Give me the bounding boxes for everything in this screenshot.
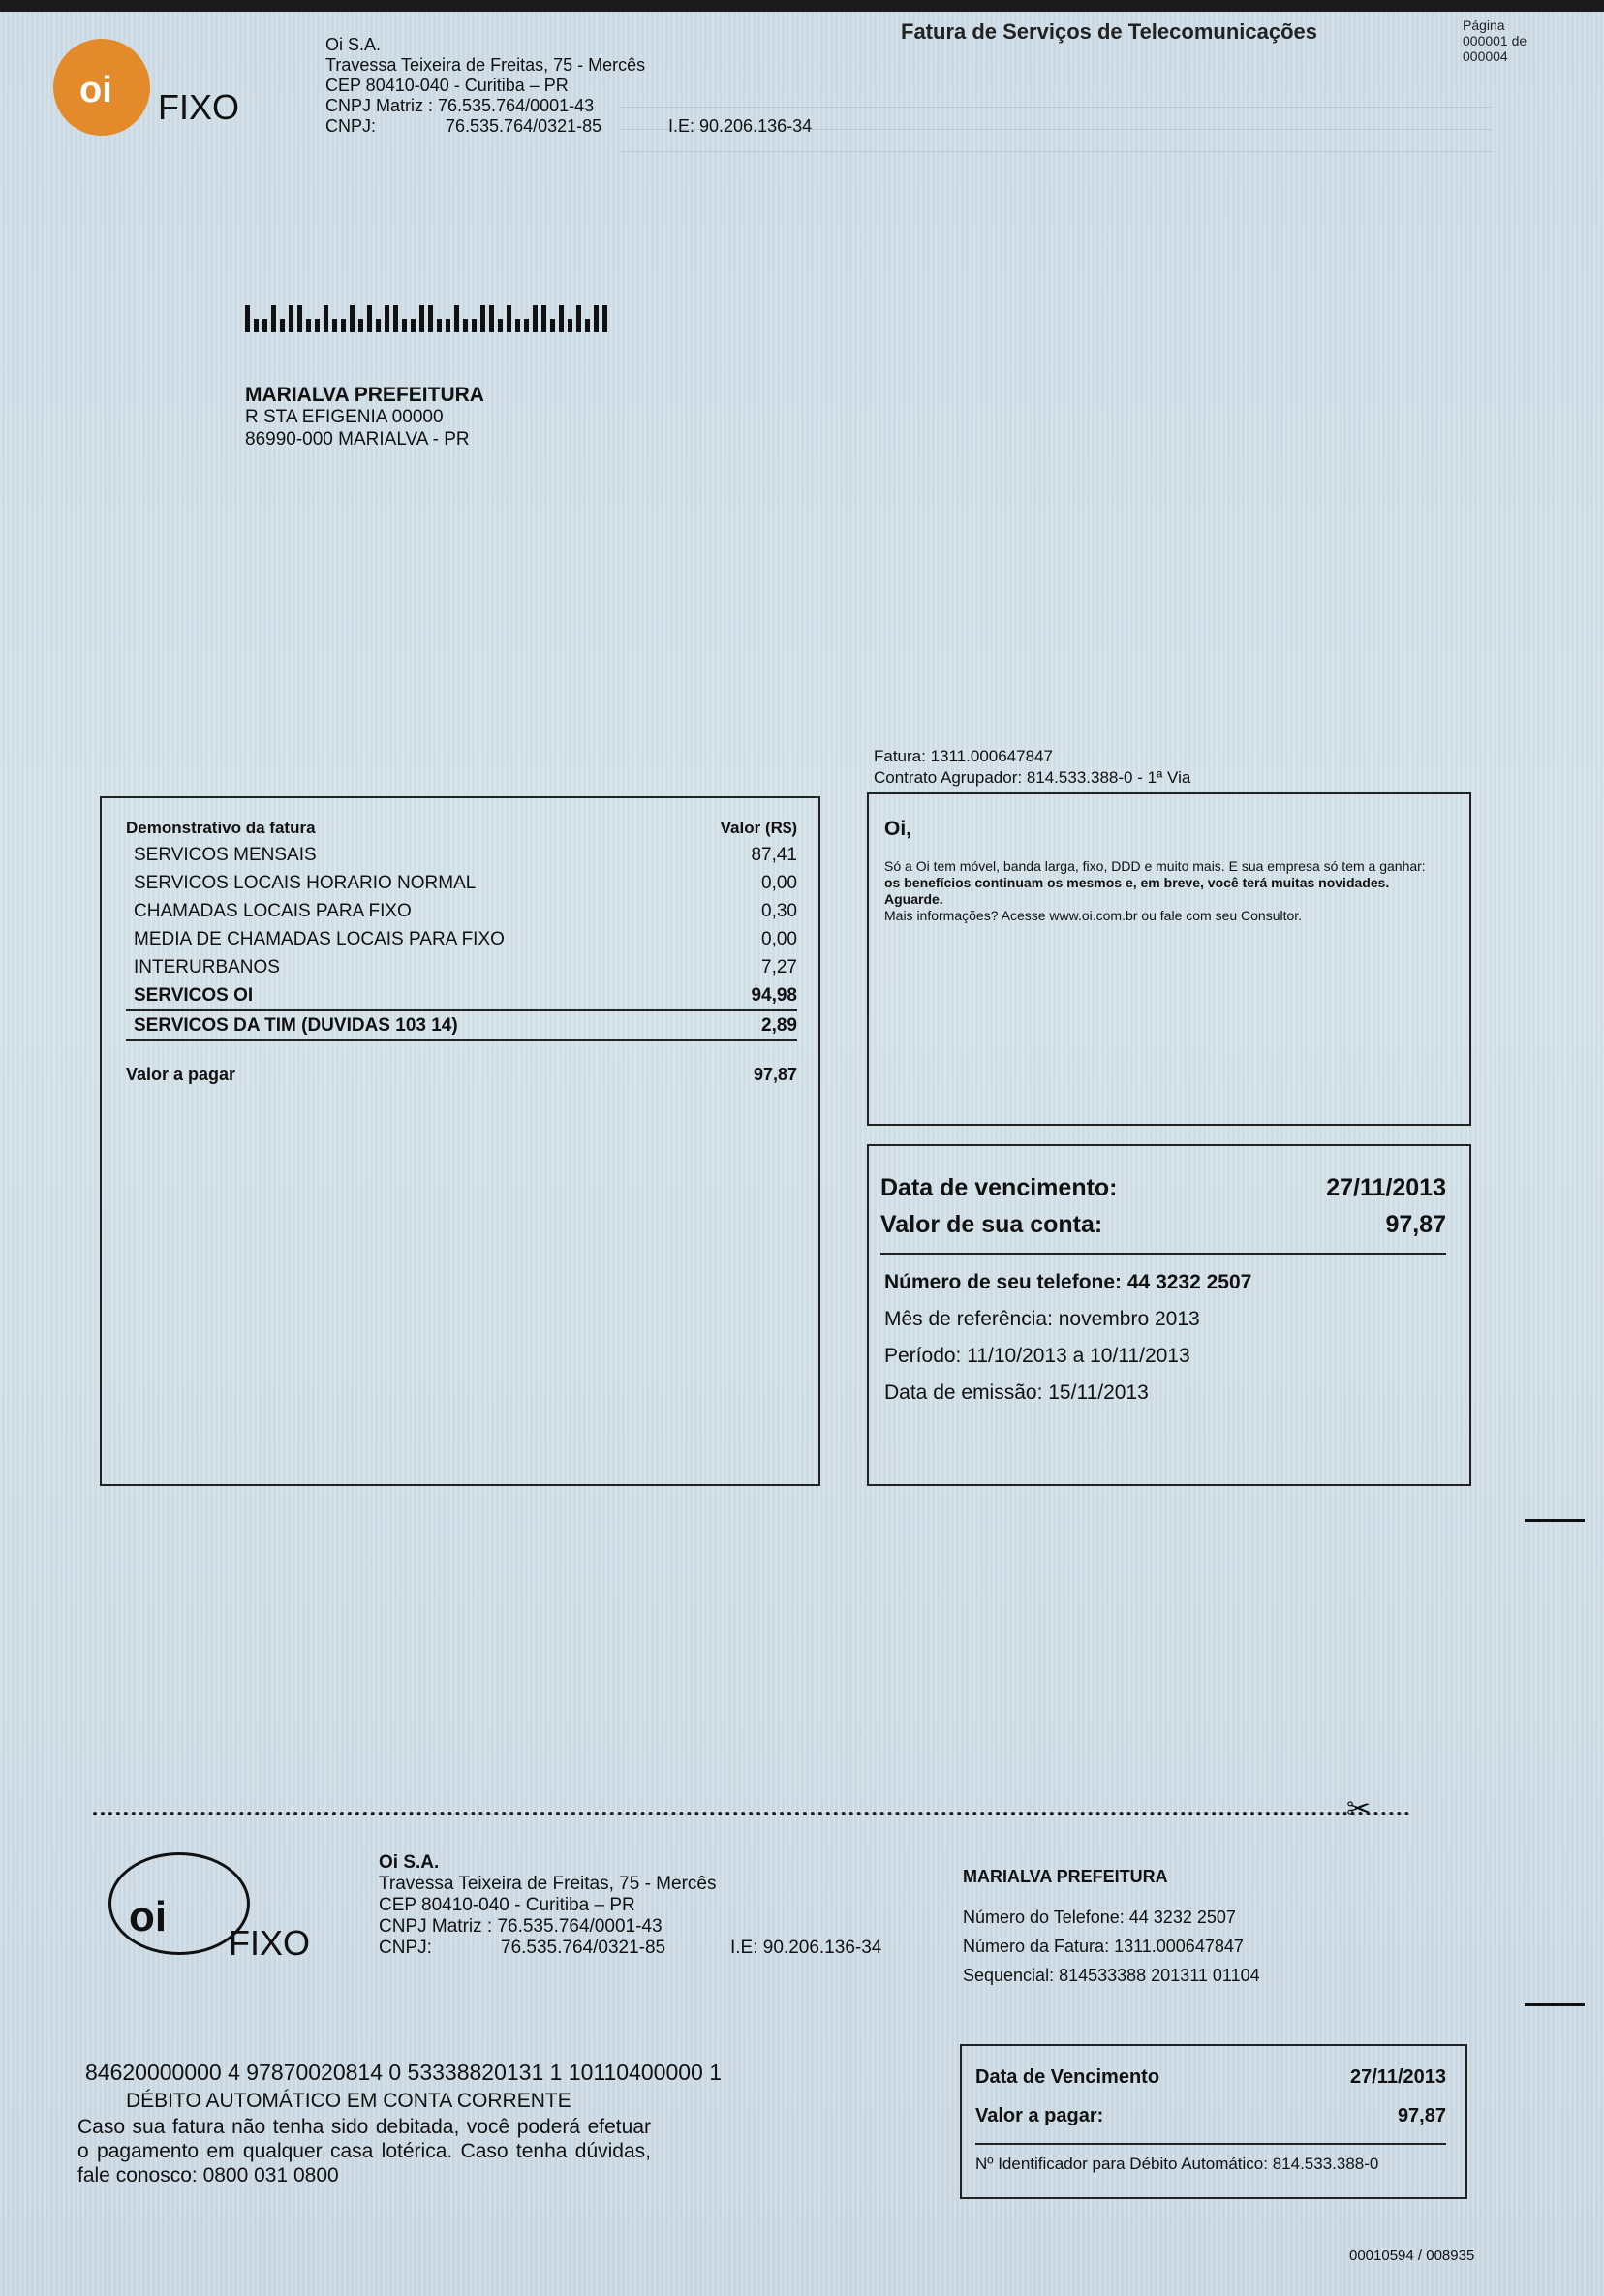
recipient-name: MARIALVA PREFEITURA xyxy=(245,384,484,406)
stub-ie-value: I.E: 90.206.136-34 xyxy=(730,1938,882,1958)
page-number: 000001 de xyxy=(1463,33,1527,48)
amount-value: 97,87 xyxy=(1385,1211,1446,1238)
company-name: Oi S.A. xyxy=(325,35,382,54)
statement-total xyxy=(126,1061,797,1089)
statement-item xyxy=(126,897,797,925)
stub-invoice-number: Número da Fatura: 1311.000647847 xyxy=(963,1937,1244,1956)
statement-item xyxy=(126,869,797,897)
stub-cnpj-label: CNPJ: xyxy=(379,1938,432,1958)
invoice-refs xyxy=(874,746,1190,789)
stub-sequence: Sequencial: 814533388 201311 01104 xyxy=(963,1966,1260,1985)
stub-address-1: Travessa Teixeira de Freitas, 75 - Mercês xyxy=(379,1874,717,1894)
item-value: 0,00 xyxy=(761,873,797,893)
value-header: Valor (R$) xyxy=(720,819,797,837)
debit-title: DÉBITO AUTOMÁTICO EM CONTA CORRENTE xyxy=(126,2090,571,2112)
stub-cnpj-matriz: CNPJ Matriz : 76.535.764/0001-43 xyxy=(379,1916,663,1937)
message-text-bold: os benefícios continuam os mesmos e, em breve, você terá muitas novidades. Aguarde. xyxy=(884,875,1390,907)
stub-amount-value: 97,87 xyxy=(1397,2105,1446,2126)
statement-item xyxy=(126,841,797,869)
item-label: CHAMADAS LOCAIS PARA FIXO xyxy=(134,901,412,921)
statement-header xyxy=(126,816,797,841)
recipient-city: 86990-000 MARIALVA - PR xyxy=(245,429,470,450)
cut-line xyxy=(93,1812,1410,1815)
reference-month: Mês de referência: novembro 2013 xyxy=(884,1308,1200,1330)
item-value: 7,27 xyxy=(761,957,797,977)
company-cnpj-matriz: CNPJ Matriz : 76.535.764/0001-43 xyxy=(325,96,595,115)
stub-cnpj-row xyxy=(379,1938,881,1959)
message-more-info: Mais informações? Acesse www.oi.com.br ou fale com seu Consultor. xyxy=(884,908,1303,923)
stub-recipient: MARIALVA PREFEITURA xyxy=(963,1867,1168,1886)
item-value: 0,00 xyxy=(761,929,797,949)
message-text: Só a Oi tem móvel, banda larga, fixo, DDD e muito mais. E sua empresa só tem a ganhar: xyxy=(884,858,1426,874)
message-box xyxy=(867,792,1471,1126)
postal-barcode xyxy=(245,305,607,332)
item-label: SERVICOS MENSAIS xyxy=(134,845,317,865)
message-greeting: Oi, xyxy=(884,818,912,840)
item-label: INTERURBANOS xyxy=(134,957,280,977)
document-title: Fatura de Serviços de Telecomunicações xyxy=(901,19,1317,44)
item-value: 87,41 xyxy=(751,845,797,865)
statement-subtotal xyxy=(126,981,797,1011)
stub-recipient-info xyxy=(963,1862,1260,1990)
stub-phone: Número do Telefone: 44 3232 2507 xyxy=(963,1908,1236,1927)
stub-payment-box xyxy=(960,2044,1467,2199)
stub-due-row xyxy=(975,2058,1446,2096)
contract-number: Contrato Agrupador: 814.533.388-0 - 1ª Via xyxy=(874,768,1191,787)
due-date-row xyxy=(880,1169,1446,1206)
stub-due-label: Data de Vencimento xyxy=(975,2066,1160,2088)
due-date-label: Data de vencimento: xyxy=(880,1174,1118,1201)
statement-item xyxy=(126,953,797,981)
faint-background-text xyxy=(620,107,1492,173)
cnpj-label: CNPJ: xyxy=(325,116,377,136)
recipient-street: R STA EFIGENIA 00000 xyxy=(245,407,444,427)
stub-amount-row xyxy=(975,2096,1446,2145)
stub-address-2: CEP 80410-040 - Curitiba – PR xyxy=(379,1895,635,1915)
logo-text: oi xyxy=(79,70,112,110)
item-value: 0,30 xyxy=(761,901,797,921)
tim-label: SERVICOS DA TIM (DUVIDAS 103 14) xyxy=(134,1015,458,1036)
stub-amount-label: Valor a pagar: xyxy=(975,2105,1104,2126)
top-border xyxy=(0,0,1604,12)
stub-logo-text: oi xyxy=(129,1893,168,1940)
statement-title: Demonstrativo da fatura xyxy=(126,819,316,837)
amount-label: Valor de sua conta: xyxy=(880,1211,1103,1238)
tim-value: 2,89 xyxy=(761,1015,797,1036)
due-date-value: 27/11/2013 xyxy=(1326,1174,1446,1201)
statement-tim xyxy=(126,1011,797,1041)
statement-box xyxy=(100,796,820,1486)
page-label: Página xyxy=(1463,17,1505,33)
billing-period: Período: 11/10/2013 a 10/11/2013 xyxy=(884,1345,1190,1367)
page-total: 000004 xyxy=(1463,48,1508,64)
ie-value: I.E: 90.206.136-34 xyxy=(668,116,813,136)
footer-code: 00010594 / 008935 xyxy=(1349,2248,1475,2264)
margin-mark xyxy=(1525,1519,1585,1522)
item-label: MEDIA DE CHAMADAS LOCAIS PARA FIXO xyxy=(134,929,505,949)
margin-mark xyxy=(1525,2003,1585,2006)
phone-number: Número de seu telefone: 44 3232 2507 xyxy=(884,1271,1252,1293)
recipient-block xyxy=(245,384,484,450)
logo-product: FIXO xyxy=(158,87,240,127)
stub-debit-id: Nº Identificador para Débito Automático: 814.533.388-0 xyxy=(975,2155,1379,2173)
subtotal-value: 94,98 xyxy=(751,985,797,1006)
stub-company-name: Oi S.A. xyxy=(379,1852,440,1873)
statement-item xyxy=(126,925,797,953)
issue-date: Data de emissão: 15/11/2013 xyxy=(884,1381,1149,1404)
cnpj-value: 76.535.764/0321-85 xyxy=(446,116,602,136)
amount-row xyxy=(880,1206,1446,1255)
item-label: SERVICOS LOCAIS HORARIO NORMAL xyxy=(134,873,477,893)
message-paragraph xyxy=(884,858,1440,908)
stub-cnpj-value: 76.535.764/0321-85 xyxy=(501,1938,666,1958)
subtotal-label: SERVICOS OI xyxy=(134,985,254,1006)
stub-company-info xyxy=(379,1852,881,1959)
company-address-1: Travessa Teixeira de Freitas, 75 - Mercês xyxy=(325,55,646,75)
total-value: 97,87 xyxy=(753,1065,797,1084)
scissors-icon: ✂ xyxy=(1346,1793,1372,1825)
barcode-number-line: 84620000000 4 97870020814 0 53338820131 1 10110400000 1 xyxy=(85,2060,723,2085)
debit-text: Caso sua fatura não tenha sido debitada, você poderá efetuar o pagamento em qualquer casa lotérica. Caso tenha dúvidas, fale conosco: 0800 031 0800 xyxy=(77,2116,651,2187)
page-indicator xyxy=(1463,17,1527,64)
summary-box xyxy=(867,1144,1471,1486)
stub-due-value: 27/11/2013 xyxy=(1350,2066,1446,2088)
stub-logo-product: FIXO xyxy=(229,1923,311,1963)
company-address-2: CEP 80410-040 - Curitiba – PR xyxy=(325,76,569,95)
invoice-number: Fatura: 1311.000647847 xyxy=(874,747,1053,765)
total-label: Valor a pagar xyxy=(126,1065,236,1084)
